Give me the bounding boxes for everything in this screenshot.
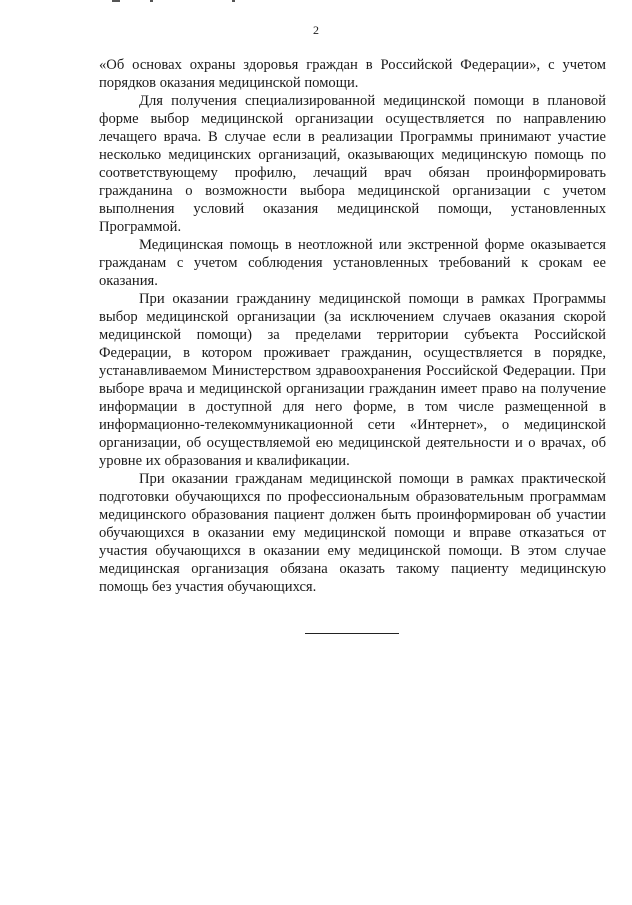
paragraph-4: При оказании гражданину медицинской помощи в рамках Программы выбор медицинской организации (за исключением случаев оказания скорой медицинской помощи) за пределами территории субъекта Российской Федерации, в котором проживает гражданин, осуществляется в порядке, устанавливаемом Министерством здравоохранения Российской Федерации. При выборе врача и медицинской организации гражданин имеет право на получение информации в доступной для него форме, в том числе размещенной в информационно-телекоммуникационной сети «Интернет», о медицинской организации, об осуществляемой ею медицинской деятельности и о врачах, об уровне их образования и квалификации. bbox=[99, 291, 606, 469]
document-body bbox=[99, 56, 606, 596]
scan-artifact bbox=[150, 0, 153, 2]
end-of-text-rule bbox=[305, 633, 399, 634]
page-number: 2 bbox=[313, 23, 319, 37]
paragraph-3: Медицинская помощь в неотложной или экстренной форме оказывается гражданам с учетом соблюдения установленных требований к срокам ее оказания. bbox=[99, 237, 606, 289]
paragraph-2: Для получения специализированной медицинской помощи в плановой форме выбор медицинской организации осуществляется по направлению лечащего врача. В случае если в реализации Программы принимают участие несколько медицинских организаций, оказывающих медицинскую помощь по соответствующему профилю, лечащий врач обязан проинформировать гражданина о возможности выбора медицинской организации с учетом выполнения условий оказания медицинской помощи, установленных Программой. bbox=[99, 93, 606, 235]
scan-artifact bbox=[112, 0, 120, 2]
paragraph-5: При оказании гражданам медицинской помощи в рамках практической подготовки обучающихся по профессиональным образовательным программам медицинского образования пациент должен быть проинформирован об участии обучающихся в оказании ему медицинской помощи и вправе отказаться от участия обучающихся в оказании ему медицинской помощи. В этом случае медицинская организация обязана оказать такому пациенту медицинскую помощь без участия обучающихся. bbox=[99, 471, 606, 595]
paragraph-1: «Об основах охраны здоровья граждан в Российской Федерации», с учетом порядков оказания медицинской помощи. bbox=[99, 57, 606, 91]
scan-artifact bbox=[232, 0, 235, 2]
